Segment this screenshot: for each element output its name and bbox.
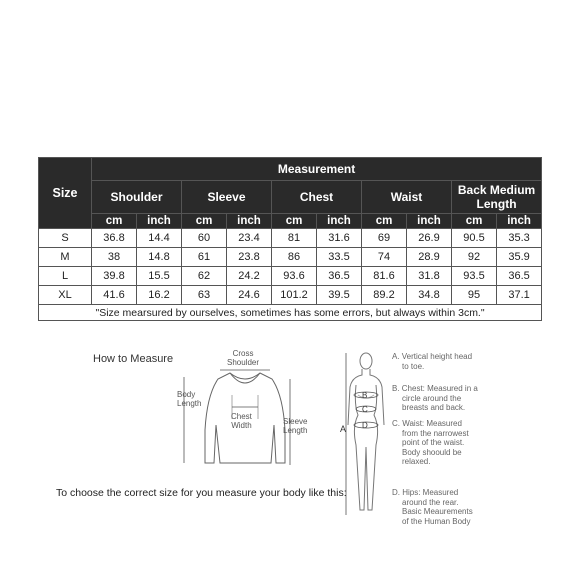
choose-size-instructions: To choose the correct size for you measure your body like this: — [56, 487, 347, 499]
value-cell: 92 — [452, 248, 497, 267]
value-cell: 31.6 — [317, 229, 362, 248]
body-figure — [348, 353, 384, 510]
measurement-note: "Size mearsured by ourselves, sometimes has some errors, but always within 3cm." — [39, 305, 542, 321]
column-sleeve: Sleeve — [182, 181, 272, 214]
value-cell: 36.8 — [92, 229, 137, 248]
value-cell: 95 — [452, 286, 497, 305]
value-cell: 26.9 — [407, 229, 452, 248]
letter-b: B — [362, 391, 368, 400]
note-b: B. Chest: Measured in a circle around the breasts and back. — [392, 384, 478, 412]
value-cell: 63 — [182, 286, 227, 305]
value-cell: 61 — [182, 248, 227, 267]
value-cell: 38 — [92, 248, 137, 267]
value-cell: 101.2 — [272, 286, 317, 305]
note-d: D. Hips: Measured around the rear. Basic Meaurements of the Human Body — [392, 488, 473, 526]
letter-a: A — [340, 424, 347, 434]
value-cell: 93.6 — [272, 267, 317, 286]
value-cell: 90.5 — [452, 229, 497, 248]
unit-cell: cm — [182, 214, 227, 229]
value-cell: 36.5 — [497, 267, 542, 286]
value-cell: 41.6 — [92, 286, 137, 305]
unit-cell: inch — [227, 214, 272, 229]
value-cell: 14.8 — [137, 248, 182, 267]
value-cell: 34.8 — [407, 286, 452, 305]
unit-cell: cm — [362, 214, 407, 229]
size-cell: S — [39, 229, 92, 248]
chest-width-label: Chest Width — [231, 412, 252, 430]
value-cell: 89.2 — [362, 286, 407, 305]
value-cell: 23.4 — [227, 229, 272, 248]
unit-cell: inch — [497, 214, 542, 229]
size-cell: XL — [39, 286, 92, 305]
unit-cell: inch — [407, 214, 452, 229]
value-cell: 28.9 — [407, 248, 452, 267]
value-cell: 81 — [272, 229, 317, 248]
column-chest: Chest — [272, 181, 362, 214]
value-cell: 36.5 — [317, 267, 362, 286]
column-waist: Waist — [362, 181, 452, 214]
value-cell: 35.3 — [497, 229, 542, 248]
table-row — [39, 248, 542, 267]
how-to-measure-section — [0, 335, 580, 575]
value-cell: 14.4 — [137, 229, 182, 248]
value-cell: 74 — [362, 248, 407, 267]
value-cell: 37.1 — [497, 286, 542, 305]
size-header: Size — [39, 158, 92, 229]
value-cell: 86 — [272, 248, 317, 267]
value-cell: 93.5 — [452, 267, 497, 286]
value-cell: 39.5 — [317, 286, 362, 305]
value-cell: 31.8 — [407, 267, 452, 286]
table-row — [39, 286, 542, 305]
measure-illustration — [0, 335, 580, 575]
table-row — [39, 267, 542, 286]
size-chart-table — [38, 157, 542, 321]
value-cell: 35.9 — [497, 248, 542, 267]
value-cell: 39.8 — [92, 267, 137, 286]
body-length-label: Body Length — [177, 390, 202, 408]
unit-cell: cm — [452, 214, 497, 229]
unit-cell: inch — [137, 214, 182, 229]
value-cell: 62 — [182, 267, 227, 286]
unit-cell: cm — [272, 214, 317, 229]
value-cell: 60 — [182, 229, 227, 248]
size-cell: L — [39, 267, 92, 286]
column-back-medium-length: Back Medium Length — [452, 181, 542, 214]
sleeve-length-label: Sleeve Length — [283, 417, 308, 435]
size-cell: M — [39, 248, 92, 267]
value-cell: 24.6 — [227, 286, 272, 305]
value-cell: 24.2 — [227, 267, 272, 286]
value-cell: 81.6 — [362, 267, 407, 286]
unit-cell: cm — [92, 214, 137, 229]
unit-cell: inch — [317, 214, 362, 229]
note-c: C. Waist: Measured from the narrowest point of the waist. Body shoould be relaxed. — [392, 419, 469, 466]
value-cell: 15.5 — [137, 267, 182, 286]
value-cell: 33.5 — [317, 248, 362, 267]
value-cell: 23.8 — [227, 248, 272, 267]
cross-shoulder-label: Cross Shoulder — [227, 349, 260, 367]
letter-c: C — [362, 405, 368, 414]
value-cell: 16.2 — [137, 286, 182, 305]
letter-d: D — [362, 421, 368, 430]
note-a: A. Vertical height head to toe. — [392, 352, 473, 371]
column-shoulder: Shoulder — [92, 181, 182, 214]
measurement-header: Measurement — [92, 158, 542, 181]
table-row — [39, 229, 542, 248]
value-cell: 69 — [362, 229, 407, 248]
how-to-measure-title: How to Measure — [93, 353, 174, 365]
